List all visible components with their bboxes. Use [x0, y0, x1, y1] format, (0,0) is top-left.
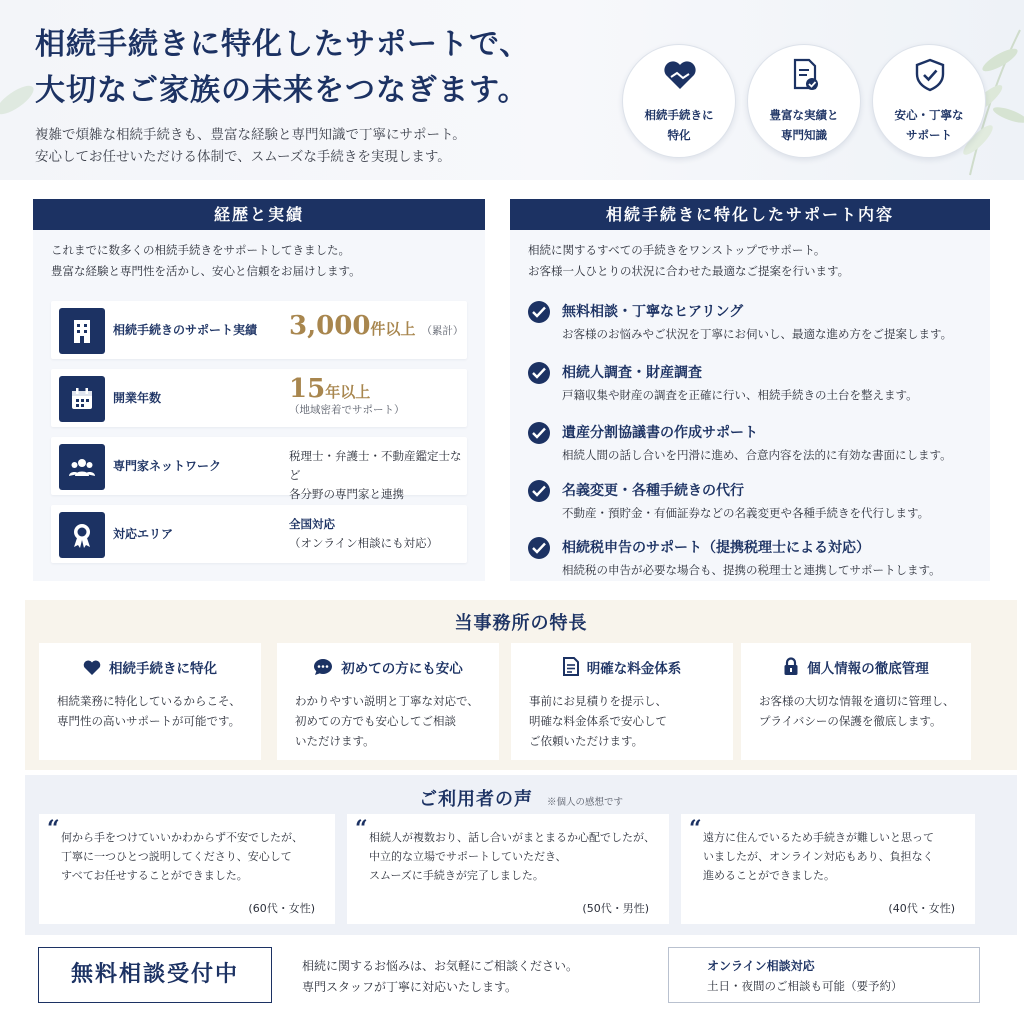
feature-card: [511, 643, 733, 760]
area-value-line-2: （オンライン相談にも対応）: [289, 536, 439, 550]
award-icon-box: [59, 512, 105, 558]
support-record-note: （累計）: [421, 325, 464, 337]
voice-author: (50代・男性): [582, 902, 649, 915]
support-record-unit: 件以上: [370, 320, 416, 338]
support-item-title: 名義変更・各種手続きの代行: [562, 483, 744, 499]
voice-text: 遠方に住んでいるため手続きが難しいと思って いましたが、オンライン対応もあり、負担なく 進めることができました。: [703, 831, 934, 882]
support-panel: [510, 199, 990, 581]
calendar-icon: [68, 385, 96, 413]
online-consultation-desc: 土日・夜間のご相談も可能（要予約）: [707, 979, 903, 993]
free-consultation-button[interactable]: 無料相談受付中: [38, 947, 272, 1003]
support-record-value: [289, 311, 463, 341]
row-label: 対応エリア: [113, 527, 174, 541]
career-row-years: [51, 369, 467, 427]
career-intro-line-1: これまでに数多くの相続手続きをサポートしてきました。: [51, 243, 350, 257]
row-label: 開業年数: [113, 391, 162, 405]
chat-icon: [313, 658, 333, 676]
feature-body: 相続業務に特化しているからこそ、 専門性の高いサポートが可能です。: [57, 694, 241, 728]
career-heading: 経歴と実績: [33, 199, 485, 230]
hero-subtitle-line-2: 安心してお任せいただける体制で、スムーズな手続きを実現します。: [35, 149, 451, 165]
voices-section: [25, 775, 1017, 935]
career-intro-line-2: 豊富な経験と専門性を活かし、安心と信頼をお届けします。: [51, 264, 361, 278]
feature-body: お客様の大切な情報を適切に管理し、 プライバシーの保護を徹底します。: [759, 694, 955, 728]
row-label: 専門家ネットワーク: [113, 459, 222, 473]
footer-message-line-1: 相続に関するお悩みは、お気軽にご相談ください。: [302, 959, 579, 973]
badge-safety: [872, 44, 986, 158]
support-item-title: 相続税申告のサポート（提携税理士による対応）: [562, 540, 870, 556]
voice-card: [347, 814, 669, 924]
career-row-network: [51, 437, 467, 501]
feature-body: 事前にお見積りを提示し、 明確な料金体系で安心して ご依頼いただけます。: [529, 694, 667, 748]
quote-icon: “: [47, 816, 60, 842]
support-item-title: 相続人調査・財産調査: [562, 365, 702, 381]
hero-subtitle-line-1: 複雑で煩雑な相続手続きも、豊富な経験と専門知識で丁寧にサポート。: [35, 127, 466, 143]
features-heading: 当事務所の特長: [454, 613, 588, 634]
footer-message: [302, 956, 578, 998]
heart-icon: [83, 660, 101, 676]
voice-text: 何から手をつけていいかわからず不安でしたが、 丁寧に一つひとつ説明してくださり、安心して すべてお任せすることができました。: [61, 831, 303, 882]
career-row-area: [51, 505, 467, 563]
feature-head: [277, 657, 499, 677]
feature-title: 初めての方にも安心: [341, 661, 463, 677]
voice-card: [39, 814, 335, 924]
online-consultation-title: オンライン相談対応: [707, 959, 815, 973]
footer-message-line-2: 専門スタッフが丁寧に対応いたします。: [302, 980, 518, 994]
feature-title: 個人情報の徹底管理: [807, 661, 929, 677]
career-row-support-record: [51, 301, 467, 359]
support-intro-line-1: 相続に関するすべての手続きをワンストップでサポート。: [528, 243, 826, 257]
years-number: 15: [289, 374, 326, 404]
lock-icon: [783, 657, 799, 676]
feature-card: [741, 643, 971, 760]
network-value-line-2: 各分野の専門家と連携: [289, 487, 404, 501]
feature-body: わかりやすい説明と丁寧な対応で、 初めての方でも安心してご相談 いただけます。: [295, 694, 479, 748]
shield-check-icon: [912, 57, 948, 93]
support-item-title: 遺産分割協議書の作成サポート: [562, 425, 758, 441]
check-icon: [528, 480, 550, 502]
support-item-desc: 相続税の申告が必要な場合も、提携の税理士と連携してサポートします。: [562, 563, 941, 577]
feature-title: 相続手続きに特化: [109, 661, 217, 677]
document-icon: [563, 657, 579, 676]
badge-specialized: [622, 44, 736, 158]
career-panel: [33, 199, 485, 581]
features-section: [25, 600, 1017, 770]
feature-head: [39, 657, 261, 677]
support-item-title: 無料相談・丁寧なヒアリング: [562, 304, 744, 320]
feature-card: [277, 643, 499, 760]
area-value: [289, 515, 438, 553]
hero-title: [35, 22, 530, 114]
network-value-line-1: 税理士・弁護士・不動産鑑定士など: [289, 449, 462, 482]
support-item-desc: 不動産・預貯金・有価証券などの名義変更や各種手続きを代行します。: [562, 506, 930, 520]
support-item-desc: お客様のお悩みやご状況を丁寧にお伺いし、最適な進め方をご提案します。: [562, 327, 953, 341]
row-label: 相続手続きのサポート実績: [113, 323, 258, 337]
building-icon-box: [59, 308, 105, 354]
hero-subtitle: [35, 124, 466, 168]
feature-head: [511, 657, 733, 677]
hero-section: [0, 0, 1024, 180]
calendar-icon-box: [59, 376, 105, 422]
support-item-desc: 戸籍収集や財産の調査を正確に行い、相続手続きの土台を整えます。: [562, 388, 918, 402]
check-icon: [528, 362, 550, 384]
support-item-desc: 相続人間の話し合いを円滑に進め、合意内容を法的に有効な書面にします。: [562, 448, 952, 462]
online-consultation-box[interactable]: [668, 947, 980, 1003]
voices-heading: [25, 785, 1017, 811]
quote-icon: “: [355, 816, 368, 842]
quote-icon: “: [689, 816, 702, 842]
badge-label: 相続手続きに 特化: [644, 108, 714, 142]
badge-experience: [747, 44, 861, 158]
award-icon: [68, 521, 96, 549]
years-unit: 年以上: [325, 383, 371, 401]
voice-author: (40代・女性): [888, 902, 955, 915]
area-value-line-1: 全国対応: [289, 517, 335, 531]
badge-label: 豊富な実績と 専門知識: [769, 108, 839, 142]
support-intro: [510, 230, 990, 282]
check-icon: [528, 422, 550, 444]
network-value: [289, 447, 467, 504]
voice-text: 相続人が複数おり、話し合いがまとまるか心配でしたが、 中立的な立場でサポートしていただき、 スムーズに手続きが完了しました。: [369, 831, 655, 882]
check-icon: [528, 537, 550, 559]
voice-author: (60代・女性): [248, 902, 315, 915]
hero-title-line-2: 大切なご家族の未来をつなぎます。: [35, 73, 529, 108]
support-record-number: 3,000: [289, 311, 371, 341]
voices-heading-text: ご利用者の声: [418, 789, 533, 810]
people-icon: [68, 453, 96, 481]
feature-head: [741, 657, 971, 677]
voice-card: [681, 814, 975, 924]
document-check-icon: [787, 57, 823, 93]
feature-title: 明確な料金体系: [586, 661, 682, 677]
support-intro-line-2: お客様一人ひとりの状況に合わせた最適なご提案を行います。: [528, 264, 850, 278]
people-icon-box: [59, 444, 105, 490]
heart-hands-icon: [662, 57, 698, 93]
hero-title-line-1: 相続手続きに特化したサポートで、: [35, 27, 531, 62]
feature-card: [39, 643, 261, 760]
career-intro: [33, 230, 485, 282]
support-heading: 相続手続きに特化したサポート内容: [510, 199, 990, 230]
voices-note: ※個人の感想です: [546, 797, 623, 808]
badge-label: 安心・丁寧な サポート: [894, 108, 964, 142]
years-note: （地域密着でサポート）: [289, 404, 405, 416]
years-value: [289, 374, 405, 417]
check-icon: [528, 301, 550, 323]
building-icon: [68, 317, 96, 345]
